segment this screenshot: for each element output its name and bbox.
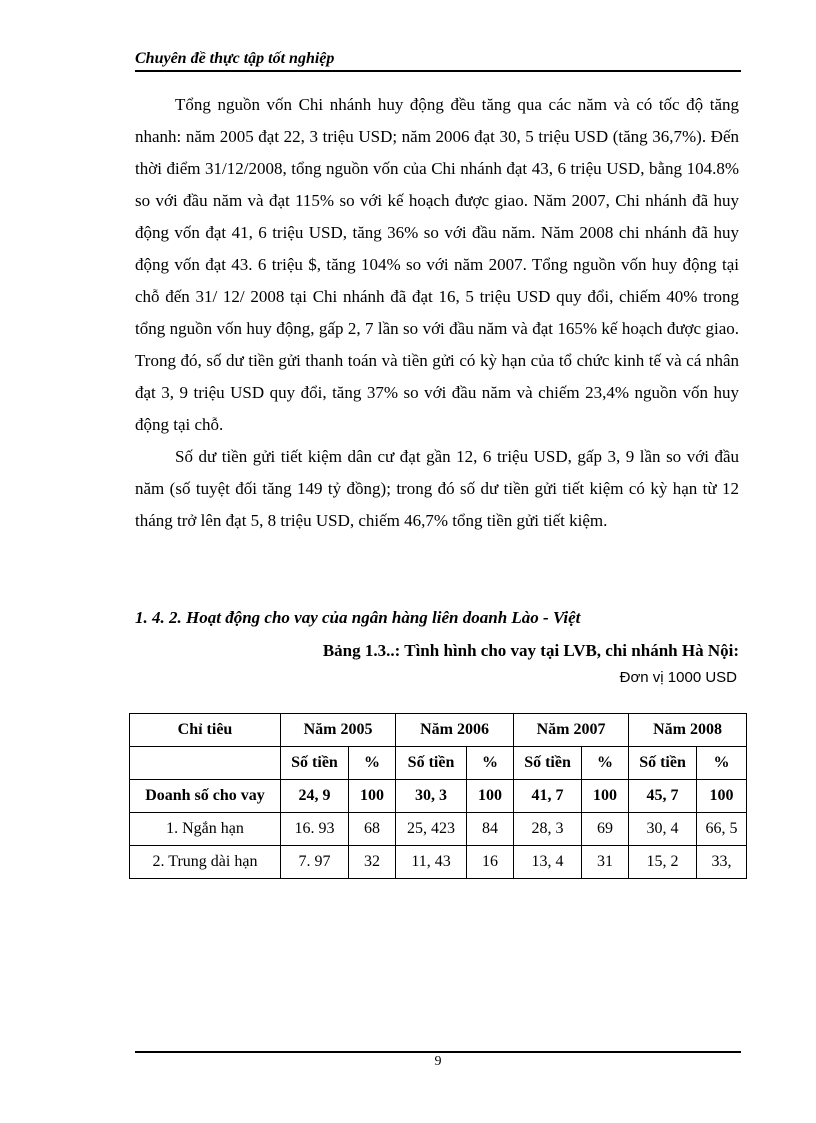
cell: 30, 3 xyxy=(396,780,467,813)
row-label: 1. Ngắn hạn xyxy=(130,813,281,846)
cell: 84 xyxy=(467,813,514,846)
table-subheader-row xyxy=(130,747,747,780)
cell: 16. 93 xyxy=(281,813,349,846)
cell: 24, 9 xyxy=(281,780,349,813)
year-header: Năm 2008 xyxy=(629,714,747,747)
cell: 33, xyxy=(697,846,747,879)
table-row xyxy=(130,846,747,879)
sub-percent: % xyxy=(582,747,629,780)
header-label: Chỉ tiêu xyxy=(130,714,281,747)
cell: 45, 7 xyxy=(629,780,697,813)
cell: 69 xyxy=(582,813,629,846)
footer-divider xyxy=(135,1051,741,1053)
year-header: Năm 2006 xyxy=(396,714,514,747)
section-heading: 1. 4. 2. Hoạt động cho vay của ngân hàng liên doanh Lào - Việt xyxy=(135,608,581,627)
cell: 13, 4 xyxy=(514,846,582,879)
body-text xyxy=(135,89,739,537)
cell: 66, 5 xyxy=(697,813,747,846)
cell: 28, 3 xyxy=(514,813,582,846)
cell: 100 xyxy=(582,780,629,813)
sub-amount: Số tiền xyxy=(396,747,467,780)
cell: 41, 7 xyxy=(514,780,582,813)
table-header-row xyxy=(130,714,747,747)
year-header: Năm 2007 xyxy=(514,714,629,747)
row-label: 2. Trung dài hạn xyxy=(130,846,281,879)
sub-percent: % xyxy=(467,747,514,780)
paragraph: Tổng nguồn vốn Chi nhánh huy động đều tăng qua các năm và có tốc độ tăng nhanh: năm 2005 đạt 22, 3 triệu USD; năm 2006 đạt 30, 5 triệu USD (tăng 36,7%). Đến thời điểm 31/12/2008, tổng nguồn vốn của Chi nhánh đạt 43, 6 triệu USD, bằng 104.8% so với đầu năm và đạt 115% so với kế hoạch được giao. Năm 2007, Chi nhánh đã huy động vốn đạt 41, 6 triệu USD, tăng 36% so với đầu năm. Năm 2008 chi nhánh đã huy động vốn đạt 43. 6 triệu $, tăng 104% so với năm 2007. Tổng nguồn vốn huy động tại chỗ đến 31/ 12/ 2008 tại Chi nhánh đã đạt 16, 5 triệu USD quy đổi, chiếm 40% trong tổng nguồn vốn huy động, gấp 2, 7 lần so với đầu năm và đạt 165% kế hoạch được giao. Trong đó, số dư tiền gửi thanh toán và tiền gửi có kỳ hạn của tổ chức kinh tế và cá nhân đạt 3, 9 triệu USD quy đổi, tăng 37% so với đầu năm và chiếm 23,4% nguồn vốn huy động tại chỗ. xyxy=(135,95,739,434)
table-row xyxy=(130,780,747,813)
cell: 100 xyxy=(349,780,396,813)
cell: 7. 97 xyxy=(281,846,349,879)
loan-table xyxy=(129,713,747,879)
cell: 16 xyxy=(467,846,514,879)
table-row xyxy=(130,813,747,846)
cell: 100 xyxy=(467,780,514,813)
cell: 31 xyxy=(582,846,629,879)
cell: 30, 4 xyxy=(629,813,697,846)
cell: 15, 2 xyxy=(629,846,697,879)
empty-cell xyxy=(130,747,281,780)
cell: 25, 423 xyxy=(396,813,467,846)
unit-note: Đơn vị 1000 USD xyxy=(619,669,737,686)
sub-amount: Số tiền xyxy=(514,747,582,780)
page-number: 9 xyxy=(434,1054,442,1069)
row-label: Doanh số cho vay xyxy=(130,780,281,813)
table-caption: Bảng 1.3..: Tình hình cho vay tại LVB, chi nhánh Hà Nội: xyxy=(322,641,739,660)
sub-percent: % xyxy=(349,747,396,780)
cell: 32 xyxy=(349,846,396,879)
sub-amount: Số tiền xyxy=(629,747,697,780)
page-header-title: Chuyên đề thực tập tốt nghiệp xyxy=(135,50,741,72)
sub-amount: Số tiền xyxy=(281,747,349,780)
paragraph: Số dư tiền gửi tiết kiệm dân cư đạt gần 12, 6 triệu USD, gấp 3, 9 lần so với đầu năm (số tuyệt đối tăng 149 tỷ đồng); trong đó số dư tiền gửi tiết kiệm có kỳ hạn từ 12 tháng trở lên đạt 5, 8 triệu USD, chiếm 46,7% tổng tiền gửi tiết kiệm. xyxy=(135,447,739,530)
sub-percent: % xyxy=(697,747,747,780)
year-header: Năm 2005 xyxy=(281,714,396,747)
cell: 68 xyxy=(349,813,396,846)
cell: 100 xyxy=(697,780,747,813)
cell: 11, 43 xyxy=(396,846,467,879)
